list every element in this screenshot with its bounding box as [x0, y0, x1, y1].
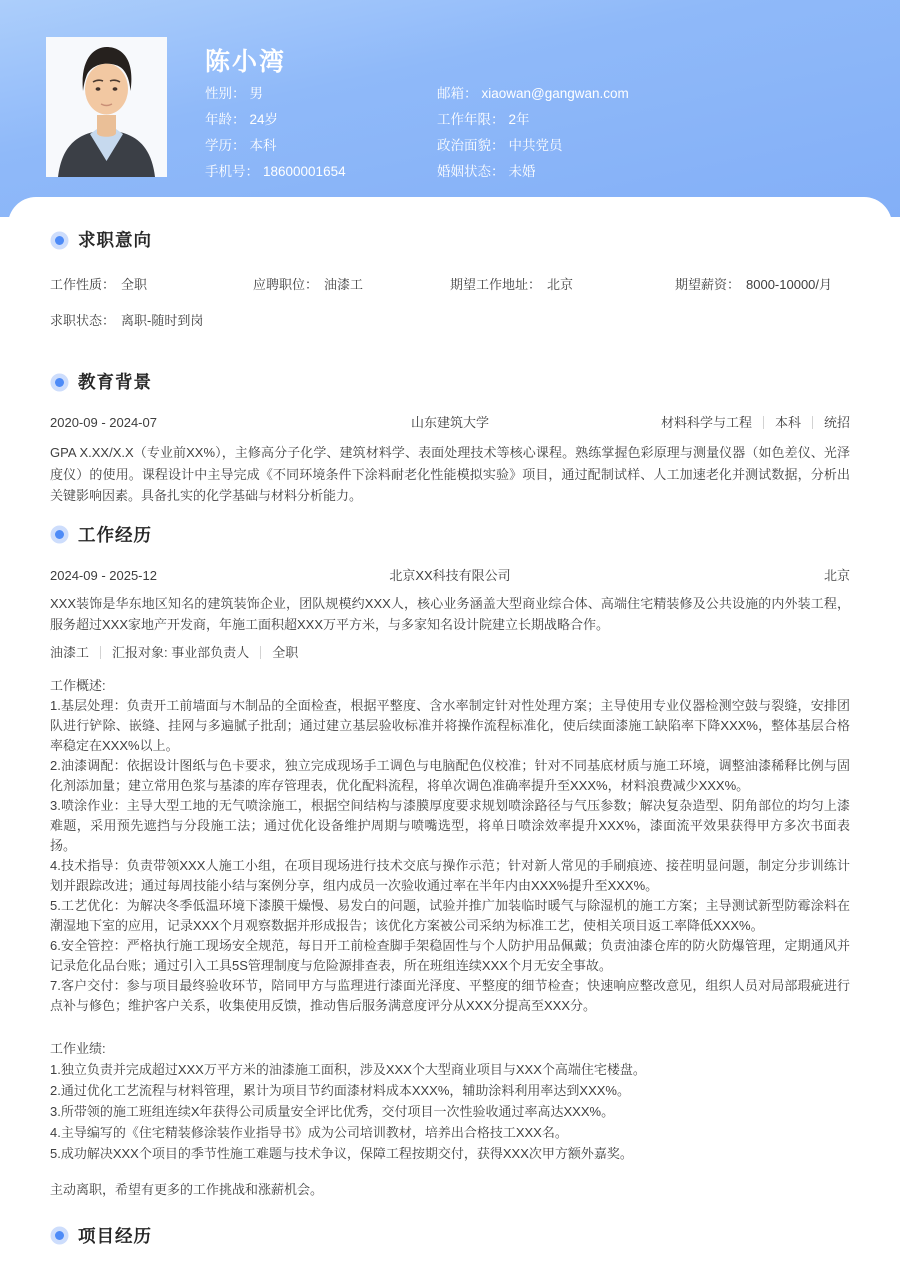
section-title-education [50, 371, 850, 393]
education-meta-row [50, 415, 850, 431]
header-field-marital-status: 婚姻状态： 未婚 [437, 164, 536, 179]
work-report-to: 汇报对象: 事业部负责人 [112, 644, 250, 660]
education-period: 2020-09 - 2024-07 [50, 415, 157, 430]
work-company: 北京XX科技有限公司 [389, 567, 511, 583]
company-intro: XXX装饰是华东地区知名的建筑装饰企业，团队规模约XXX人，核心业务涵盖大型商业综合体、高端住宅精装修及公共设施的内外装工程，服务超过XXX家地产开发商，年施工面积超XXX万平方米，与多家知名设计院建立长期战略合作。 [50, 595, 850, 632]
achievement-item: 5.成功解决XXX个项目的季节性施工难题与技术争议，保障工程按期交付，获得XXX次甲方额外嘉奖。 [50, 1145, 633, 1161]
section-title-work-experience [50, 524, 850, 546]
work-location: 北京 [823, 567, 850, 583]
header-field-degree: 学历： 本科 [205, 138, 277, 153]
education-school: 山东建筑大学 [410, 415, 490, 430]
section-bullet-icon [55, 378, 64, 387]
section-title-text: 教育背景 [78, 372, 152, 392]
divider [763, 416, 764, 429]
intent-field-job-nature: 工作性质： 全职 [50, 277, 148, 292]
header-field-email: 邮箱： xiaowan@gangwan.com [437, 86, 629, 101]
achievement-item: 1.独立负责并完成超过XXX万平方米的油漆施工面积，涉及XXX个大型商业项目与XXX个高端住宅楼盘。 [50, 1061, 646, 1077]
profile-photo [46, 37, 167, 177]
work-job-type: 全职 [272, 644, 299, 660]
duties-label: 工作概述: [50, 677, 106, 693]
duty-item: 6.安全管控：严格执行施工现场安全规范，每日开工前检查脚手架稳固性与个人防护用品佩戴；负责油漆仓库的防火防爆管理，定期通风并记录危化品台账；通过引入工具5S管理制度与危险源排查表，所在班组连续XXX个月无安全事故。 [50, 937, 850, 973]
work-period: 2024-09 - 2025-12 [50, 567, 157, 583]
intent-field-expected-salary: 期望薪资： 8000-10000/月 [675, 277, 833, 292]
achievements-label: 工作业绩: [50, 1040, 106, 1056]
section-title-job-intent [50, 229, 850, 251]
section-title-text: 项目经历 [78, 1225, 152, 1246]
divider [812, 416, 813, 429]
work-duties [50, 676, 850, 1016]
intent-field-target-position: 应聘职位： 油漆工 [253, 277, 364, 292]
duty-item: 2.油漆调配：依据设计图纸与色卡要求，独立完成现场手工调色与电脑配色仪校准；针对不同基底材质与施工环境，调整油漆稀释比例与固化剂添加量；建立常用色浆与基漆的库存管理表，优化配料流程，将单次调色准确率提升至XXX%，材料浪费减少XXX%。 [50, 757, 850, 793]
section-title-project-experience [50, 1225, 850, 1247]
section-bullet-icon [55, 1231, 64, 1240]
divider [100, 646, 101, 659]
duty-item: 4.技术指导：负责带领XXX人施工小组，在项目现场进行技术交底与操作示范；针对新人常见的手刷痕迹、接茬明显问题，制定分步训练计划并跟踪改进；通过每周技能小结与案例分享，组内成员一次验收通过率在半年内由XXX%提升至XXX%。 [50, 857, 850, 893]
header-field-experience-years: 工作年限： 2年 [437, 112, 530, 127]
person-name: 陈小湾 [205, 48, 287, 76]
intent-field-target-city: 期望工作地址： 北京 [450, 277, 574, 292]
header-field-age: 年龄： 24岁 [205, 112, 279, 127]
section-bullet-icon [55, 236, 64, 245]
intent-field-job-status: 求职状态： 离职-随时到岗 [50, 313, 204, 328]
job-intent-row-1 [50, 277, 850, 293]
education-description: GPA X.XX/X.X（专业前XX%），主修高分子化学、建筑材料学、表面处理技术等核心课程。熟练掌握色彩原理与测量仪器（如色差仪、光泽度仪）的使用。课程设计中主导完成《不同环境条件下涂料耐老化性能模拟实验》项目，通过配制试样、人工加速老化并测试数据，分析出关键影响因素。具备扎实的化学基础与材料分析能力。 [50, 445, 850, 503]
work-achievements [50, 1038, 850, 1164]
header-field-phone: 手机号： 18600001654 [205, 164, 346, 179]
header-info-column-left [205, 81, 346, 185]
person-portrait-icon [46, 37, 167, 177]
achievement-item: 3.所带领的施工班组连续X年获得公司质量安全评比优秀，交付项目一次性验收通过率高达XXX%。 [50, 1103, 615, 1119]
work-position: 油漆工 [50, 644, 90, 660]
header-field-gender: 性别： 男 [205, 86, 263, 101]
duty-item: 3.喷涂作业：主导大型工地的无气喷涂施工，根据空间结构与漆膜厚度要求规划喷涂路径与气压参数；解决复杂造型、阴角部位的均匀上漆难题，采用预先遮挡与分段施工法；通过优化设备维护周期与喷嘴选型，将单日喷涂效率提升XXX%，漆面流平效果获得甲方多次书面表扬。 [50, 797, 850, 853]
section-title-text: 求职意向 [78, 230, 152, 250]
section-bullet-icon [55, 530, 64, 539]
duty-item: 1.基层处理：负责开工前墙面与木制品的全面检查，根据平整度、含水率制定针对性处理方案；主导使用专业仪器检测空鼓与裂缝，安排团队进行铲除、嵌缝、挂网与多遍腻子批刮；通过建立基层验收标准并将操作流程标准化，使后续面漆施工缺陷率下降XXX%，整体基层合格率稳定在XXX%以上。 [50, 697, 850, 753]
work-position-row [50, 645, 850, 661]
achievement-item: 4.主导编写的《住宅精装修涂装作业指导书》成为公司培训教材，培养出合格技工XXX名。 [50, 1124, 568, 1140]
resume-header [0, 0, 900, 217]
education-major-degree: 材料科学与工程 本科 统招 [660, 415, 850, 430]
work-meta-row [50, 568, 850, 584]
duty-item: 7.客户交付：参与项目最终验收环节，陪同甲方与监理进行漆面光泽度、平整度的细节检查；快速响应整改意见，组织人员对局部瑕疵进行点补与修色；维护客户关系，收集使用反馈，推动售后服务满意度评分从XXX分提高至XXX分。 [50, 977, 850, 1013]
achievement-item: 2.通过优化工艺流程与材料管理，累计为项目节约面漆材料成本XXX%，辅助涂料利用率达到XXX%。 [50, 1082, 630, 1098]
divider [260, 646, 261, 659]
duty-item: 5.工艺优化：为解决冬季低温环境下漆膜干燥慢、易发白的问题，试验并推广加装临时暖气与除湿机的施工方案；主导测试新型防霉涂料在潮湿地下室的应用，记录XXX个月观察数据并形成报告；该优化方案被公司采纳为标准工艺，使相关项目返工率降低XXX%。 [50, 897, 850, 933]
leave-reason: 主动离职，希望有更多的工作挑战和涨薪机会。 [50, 1181, 324, 1197]
job-intent-row-2 [50, 313, 850, 329]
resume-body-card [8, 197, 892, 1275]
header-field-political-status: 政治面貌： 中共党员 [437, 138, 563, 153]
header-info-column-right [437, 81, 629, 185]
section-title-text: 工作经历 [78, 524, 152, 545]
